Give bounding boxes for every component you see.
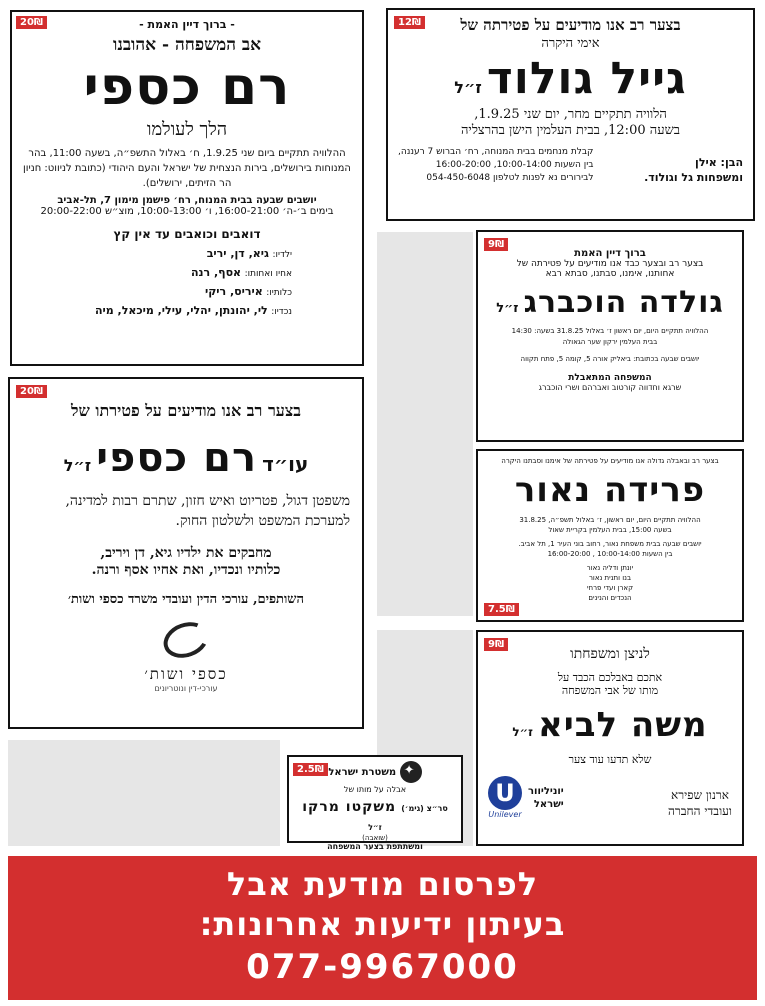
mourner-row [22,283,292,302]
note: (שואבה) [362,834,388,842]
family-title: המשפחה המתאבלת [568,373,652,383]
mourners-list [22,245,352,321]
logo-he-line: יוניליוור [528,785,564,797]
logo-name: כספי ושות׳ [144,665,228,683]
price-badge: 20₪ [16,385,47,398]
logo-subtitle: עורכי-דין ונוטריונים [154,684,218,693]
logo-he [528,785,564,811]
unilever-logo [488,776,564,819]
name-suffix: ז״ל [368,823,382,832]
rank: סר״צ (גימ׳) [401,804,448,813]
deceased-name: גולדה הוכברג [523,285,724,320]
deceased-name: גייל גולוד [486,53,687,104]
intro: בצער רב אנו מודיעים על פטירתה של [460,16,681,34]
blessing: - ברוך דיין האמת - [139,18,235,31]
mourner-names: לי, יהונתן, יהלי, עילי, מיכאל, מיה [94,304,268,317]
shiva-line: בין השעות 10:00-14:00 , 16:00-20:00 [547,550,673,558]
shiva-line: יושבים שבעה בכתובת: ביאליק אורה 5, קומה 5, פתח תקווה [520,355,700,363]
signers: השותפים, עורכי הדין ועובדי משרד כספי ושות׳ [68,592,304,607]
signers [668,787,732,819]
price-badge: 9₪ [484,638,508,651]
firm-logo [22,623,350,693]
police-badge-icon [400,761,422,783]
funeral-line: ההלוויה תתקיים היום, יום ראשון, ז׳ באלול תשפ״ה, 31.8.25 [519,516,701,524]
wish: שלא תדעו עוד צער [568,753,652,766]
deceased-name: משה לביא [538,705,708,745]
funeral-line: בשעה 12:00, בבית העלמין הישן בהרצליה [460,123,681,138]
banner-line: בעיתון ידיעות אחרונות: [199,905,566,943]
mourner-row [22,264,292,283]
funeral-line: בשעה 15:00, בבית העלמין בקריית שאול [548,526,672,534]
notice-police [287,755,463,851]
blank-space [377,232,473,616]
deceased-name: רם כספי [83,57,291,117]
logo-en: Unilever [488,810,522,819]
funeral-line: ההלוויה תתקיים היום, יום ראשון ז׳ באלול 31.8.25 בשעה: 14:30 [511,327,709,335]
signer-line: ומשפחות גל וגולוד. [644,171,743,184]
family-names: שרגא וחדווה קורטוב ואברהם ושרי הוכברג [538,383,682,392]
name-suffix: ז״ל [496,301,519,316]
info-line: לבירורים נא לפנות לטלפון 054-450-6048 [426,173,594,183]
price-badge: 20₪ [16,16,47,29]
intro: אב המשפחה - אהובנו [112,35,261,55]
org-name: משטרת ישראל [328,767,397,778]
unilever-logo-icon: U [488,776,522,810]
intro: אבלה על מותו של [343,785,407,794]
blessing: ברוך דיין האמת [574,248,646,259]
notice-frida-naor [476,449,744,622]
price-badge: 12₪ [394,16,425,29]
mourner-label: אחיו ואחותו: [244,269,292,279]
price-badge: 7.5₪ [484,603,519,616]
shiva-info [398,146,593,185]
funeral-line: הלוויה תתקיים מחר, יום שני 1.9.25, [474,107,667,122]
caspi-logo-icon [159,616,214,664]
banner-line: לפרסום מודעת אבל [226,865,539,903]
description: משפטן דגול, פטריוט ואיש חזון, שתרם רבות למדינה, למערכת המשפט ולשלטון החוק. [65,493,350,529]
intro: בצער רב ובצער כבד אנו מודיעים על פטירתה של [516,259,704,269]
name-suffix: ז״ל [454,78,482,97]
family-line: קארן ועדי פרחי [586,584,634,592]
mourner-row [22,245,292,264]
family-line: יונתן ודליה נאור [586,564,634,572]
cemetery-line: בבית העלמין ירקון שער הגאולה [562,338,658,346]
mourner-label: כלותיו: [266,288,292,298]
relations: אחותנו, אימנו, סבתנו, סבתא רבא [545,269,675,279]
notice-ram-caspi-family [10,10,364,366]
notice-gail-golod [386,8,755,221]
price-badge: 9₪ [484,238,508,251]
banner-phone: 077-9967000 [246,947,519,987]
family-line: בנו ותנית נאור [588,574,632,582]
logo-he-line: ישראל [533,798,564,810]
relation: אימי היקרה [541,36,600,51]
signer-line: הבן: אילן [695,156,743,169]
signers [644,155,743,185]
condolence-line: כלותיו ונכדיו, ואת אחיו אסף ורנה. [91,562,281,578]
condolence-line: מחבקים את ילדיו גיא, דן ויריב, [100,545,272,561]
mourner-row [22,302,292,321]
name-suffix: ז״ל [63,456,92,475]
info-line: קבלת מנחמים בבית המנוחה, רח׳ הברוש 7 רעננה, [398,147,594,157]
notice-moshe-lavi [476,630,744,846]
price-badge: 2.5₪ [293,763,328,776]
shiva-address: יושבים שבעה בבית המנוח, רח׳ פישמן מימון 7, תל-אביב [57,195,317,206]
passed-text: הלך לעולמו [146,119,228,140]
condolence-line: אתכם באבלכם הכבד על [557,671,663,684]
shiva-hours: בימים ב׳-ה׳ 16:00-21:00, ו׳ 10:00-13:00, מוצ״ש 20:00-22:00 [40,206,334,217]
funeral-details: ההלוויה תתקיים ביום שני 1.9.25, ח׳ באלול התשפ״ה, בשעה 11:00, בהר המנוחות בירושלים, בירות הנצחית של ישראל והעם היהודי (כתובת לניווט: חניון הר הזיתים, ירושלים). [23,148,351,189]
deceased-name: רם כספי [96,435,258,481]
blank-space [8,740,280,846]
advertise-banner [8,856,757,1000]
mourners-title: דואבים וכואבים עד אין קץ [113,227,261,241]
condolence-line: מותו של אבי המשפחה [561,684,659,697]
mourner-label: ילדיו: [272,250,292,260]
intro: בצער רב ובאבלה גדולה אנו מודיעים על פטירתה של אימנו וסבתנו היקרה [501,457,719,465]
recipient: לניצן ומשפחתו [570,646,650,662]
family-list [486,563,734,603]
shiva-line: יושבים שבעה בבית משפחת נאור, רחוב בוני העיר 1, תל אביב. [518,540,702,548]
mourner-names: איריס, ריקי [204,285,263,298]
name-suffix: ז״ל [512,725,533,739]
deceased-name: משקטו מרקו [302,799,397,815]
signer: ומשתתפת בצער המשפחה [327,842,423,851]
intro: בצער רב אנו מודיעים על פטירתו של [71,401,301,420]
deceased-name: פרידה נאור [514,470,706,510]
mourner-names: גיא, דן, יריב [206,247,269,260]
notice-caspi-firm [8,377,364,729]
title-prefix: עו״ד [262,452,309,476]
mourner-names: אסף, רנה [190,266,242,279]
signer-line: ועובדי החברה [667,804,732,818]
mourner-label: נכדיו: [271,307,292,317]
notice-golda-hochberg [476,230,744,442]
info-line: בין השעות 10:00-14:00, 16:00-20:00 [435,160,594,170]
signer-line: ארנון שפירא [671,788,729,802]
family-line: הנכדים והנינים [588,594,632,602]
